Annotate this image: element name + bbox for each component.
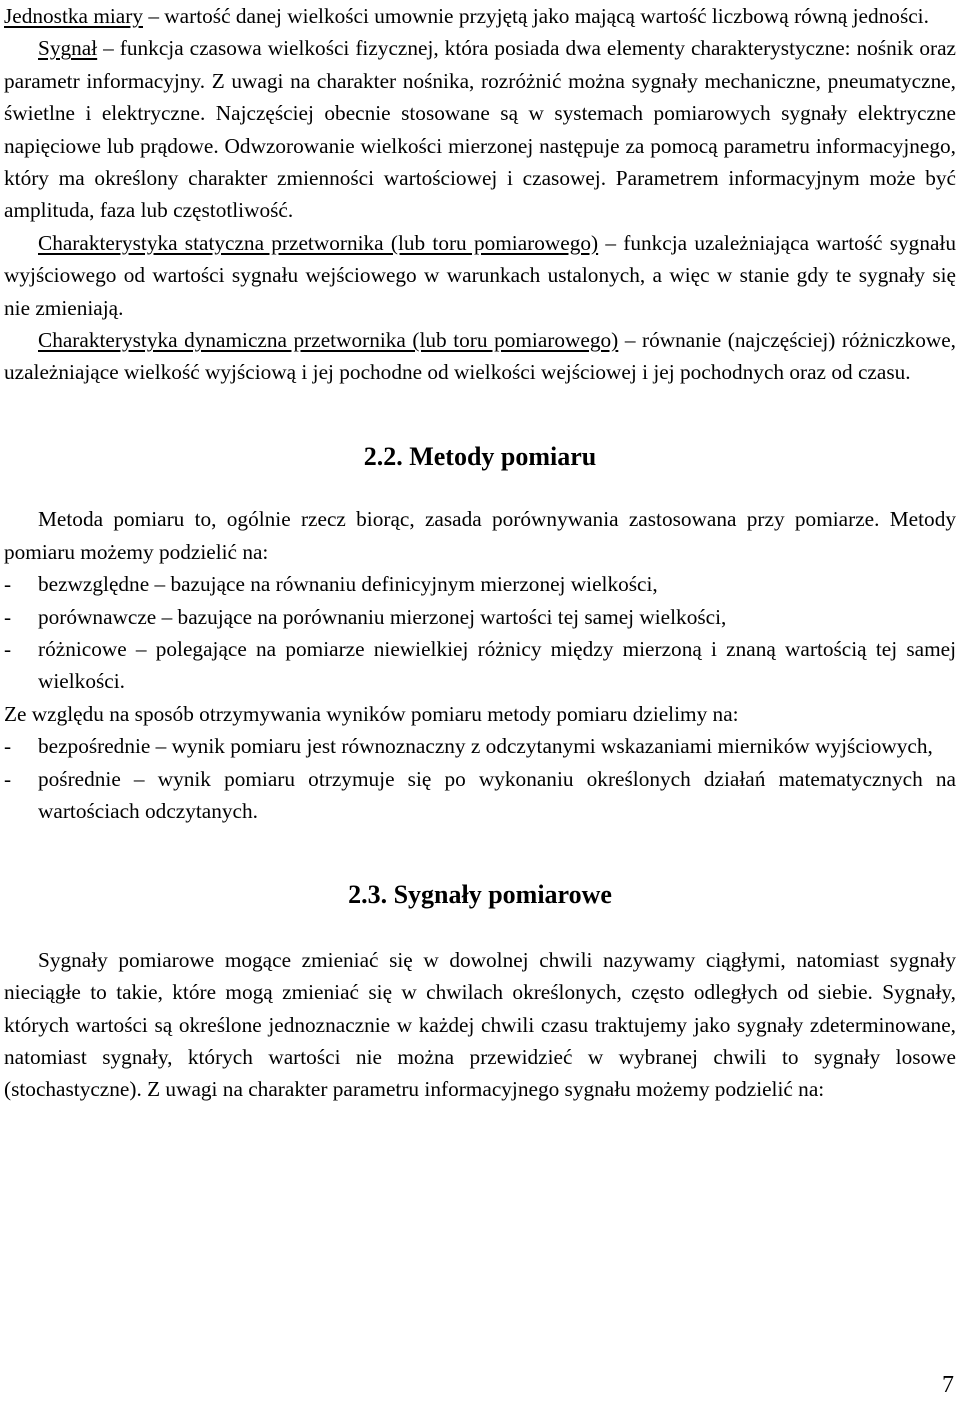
document-page (4, 0, 956, 1106)
signals-body: Sygnały pomiarowe mogące zmieniać się w dowolnej chwili nazywamy ciągłymi, natomiast sygnały nieciągłe to takie, które mogą zmieniać się w chwilach określonych, często odległych od siebie. Sygnały, których wartości są określone jednoznacznie w każdej chwili czasu traktujemy jako sygnały zdeterminowane, natomiast sygnały, których wartości nie można przewidzieć w wybranej chwili to sygnały losowe (stochastyczne). Z uwagi na charakter parametru informacyjnego sygnału możemy podzielić na: (4, 947, 956, 1102)
methods-list-2 (4, 730, 956, 827)
list-item-text: bezwzględne – bazujące na równaniu definicyjnym mierzonej wielkości, (38, 572, 658, 597)
definition-dynamic-characteristic (4, 324, 956, 389)
methods-intro-2: Ze względu na sposób otrzymywania wyników pomiaru metody pomiaru dzielimy na: (4, 701, 739, 726)
list-item-text: porównawcze – bazujące na porównaniu mierzonej wartości tej samej wielkości, (38, 604, 727, 629)
list-item (4, 763, 956, 828)
term-static-characteristic: Charakterystyka statyczna przetwornika (lub toru pomiarowego) (38, 230, 599, 255)
page-number: 7 (942, 1372, 954, 1398)
list-marker: - (4, 604, 12, 629)
term-unit: Jednostka miary (4, 4, 143, 28)
list-item (4, 568, 956, 600)
list-marker: - (4, 636, 12, 661)
definition-unit-text: – wartość danej wielkości umownie przyjętą jako mającą wartość liczbową równą jedności. (143, 4, 929, 28)
definition-static-characteristic (4, 227, 956, 324)
definition-signal (4, 32, 956, 226)
definition-unit (4, 0, 956, 32)
section-heading-methods: 2.2. Metody pomiaru (363, 441, 597, 471)
list-item-text: bezpośrednie – wynik pomiaru jest równoznaczny z odczytanymi wskazaniami mierników wyjściowych, (38, 734, 933, 759)
term-dynamic-characteristic: Charakterystyka dynamiczna przetwornika (lub toru pomiarowego) (38, 328, 619, 353)
section-heading-signals: 2.3. Sygnały pomiarowe (348, 880, 612, 910)
definition-static-text: – funkcja uzależniająca wartość sygnału wyjściowego od wartości sygnału wejściowego w warunkach ustalonych, a więc w stanie gdy te sygnały się nie zmieniają. (4, 230, 956, 320)
list-item (4, 730, 956, 762)
methods-intro: Metoda pomiaru to, ogólnie rzecz biorąc, zasada porównywania zastosowana przy pomiarze. Metody pomiaru możemy podzielić na: (4, 507, 956, 564)
list-marker: - (4, 572, 12, 597)
list-item-text: pośrednie – wynik pomiaru otrzymuje się po wykonaniu określonych działań matematycznych na wartościach odczytanych. (38, 766, 956, 823)
methods-list (4, 568, 956, 698)
list-item (4, 601, 956, 633)
list-item-text: różnicowe – polegające na pomiarze niewielkiej różnicy między mierzoną i znaną wartością tej samej wielkości. (38, 636, 956, 694)
list-item (4, 633, 956, 698)
list-marker: - (4, 734, 12, 759)
definition-dynamic-text: – równanie (najczęściej) różniczkowe, uzależniające wielkość wyjściową i jej pochodne od wielkości wejściowej i jej pochodnych oraz od czasu. (4, 328, 957, 385)
term-signal: Sygnał (38, 36, 98, 61)
list-marker: - (4, 766, 12, 791)
definition-signal-text: – funkcja czasowa wielkości fizycznej, która posiada dwa elementy charakterystyczne: nośnik oraz parametr informacyjny. Z uwagi na charakter nośnika, rozróżnić można sygnały mechaniczne, pneumatyczne, świetlne i elektryczne. Najczęściej obecnie stosowane są w systemach pomiarowych sygnały elektryczne napięciowe lub prądowe. Odwzorowanie wielkości mierzonej następuje za pomocą parametru informacyjnego, który ma określony charakter zmienności wartościowej i czasowej. Parametrem informacyjnym może być amplituda, faza lub częstotliwość. (4, 36, 956, 223)
